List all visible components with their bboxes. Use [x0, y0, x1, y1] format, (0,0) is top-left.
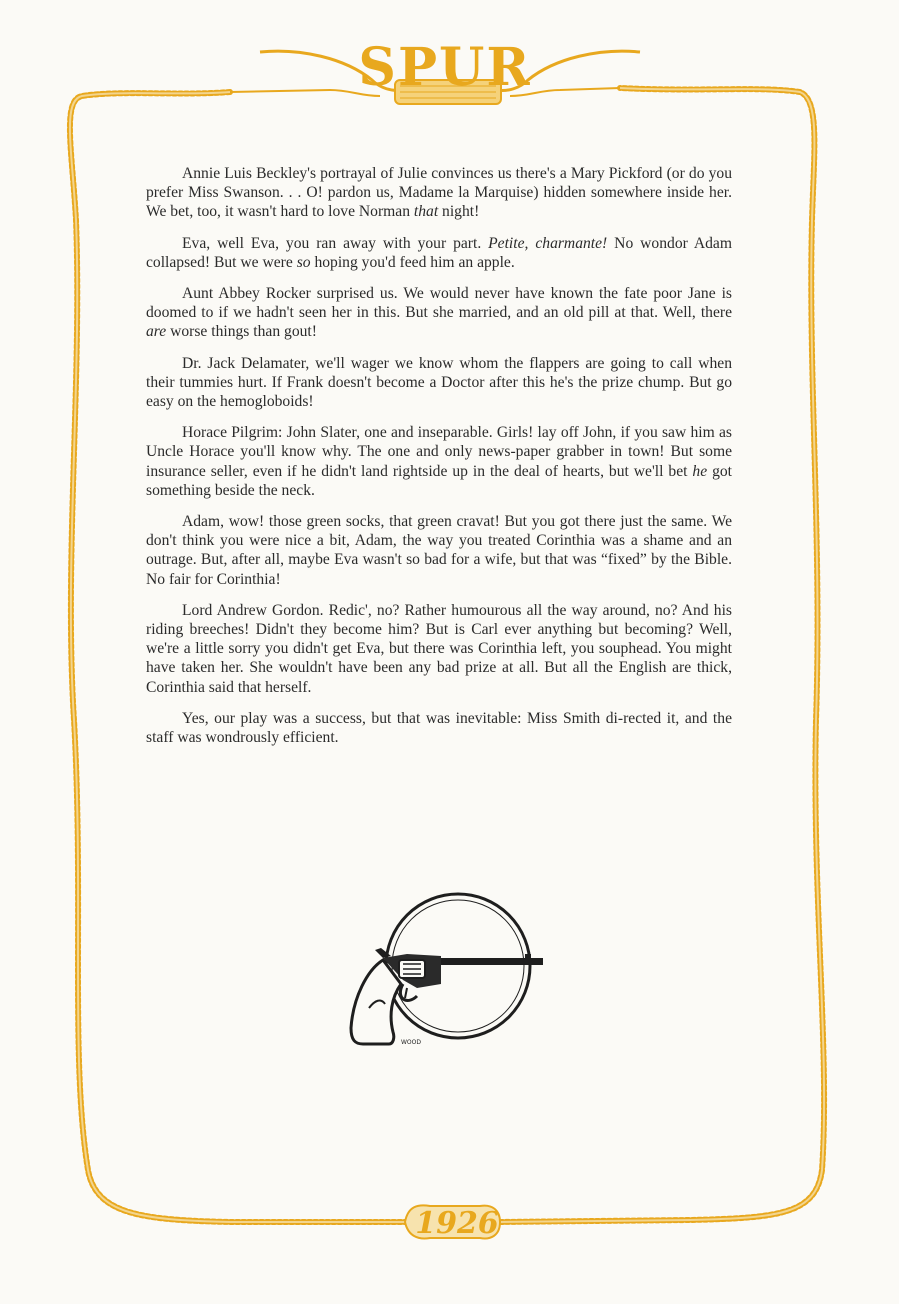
- italic-text: are: [146, 323, 167, 341]
- text-span: Annie Luis Beckley's portrayal of Julie convinces us there's a Mary Pickford (or do you prefer Miss Swanson. . . O! pardon us, Madame la Marquise) hidden somewhere inside her. We bet, too, it wasn't hard to love Norman: [146, 165, 732, 221]
- text-span: hoping you'd feed him an apple.: [310, 253, 515, 271]
- paragraph: [146, 234, 732, 272]
- artist-signature: WOOD: [401, 1039, 421, 1046]
- paragraph: [146, 601, 732, 697]
- text-span: Adam, wow! those green socks, that green cravat! But you got there just the same. We don't think you were nice a bit, Adam, the way you treated Corinthia was a shame and an outrage. But, after all, maybe Eva wasn't so bad for a wife, but that was “fixed” by the Bible. No fair for Corinthia!: [146, 513, 732, 588]
- text-span: Eva, well Eva, you ran away with your part.: [182, 234, 489, 252]
- text-span: Yes, our play was a success, but that was inevitable: Miss Smith di-rected it, and the staff was wondrously efficient.: [146, 709, 732, 747]
- paragraph: [146, 423, 732, 500]
- paragraph: [146, 512, 732, 589]
- paragraph: [146, 164, 732, 222]
- text-span: night!: [438, 203, 480, 221]
- paragraph: [146, 354, 732, 412]
- italic-text: that: [413, 203, 439, 221]
- italic-text: he: [692, 462, 708, 480]
- footer-year: 1926: [415, 1206, 499, 1241]
- text-span: got something beside the neck.: [146, 462, 733, 499]
- text-span: worse things than gout!: [166, 323, 317, 341]
- page-title: SPUR: [358, 37, 532, 98]
- text-span: Aunt Abbey Rocker surprised us. We would never have known the fate poor Jane is doomed to if we hadn't seen her in this. But she married, and an old pill at that. Well, there: [146, 285, 732, 322]
- paragraph: [146, 284, 732, 342]
- text-span: Dr. Jack Delamater, we'll wager we know whom the flappers are going to call when their tummies hurt. If Frank doesn't become a Doctor after this he's the prize chump. But go easy on the hemogloboids!: [146, 354, 732, 411]
- revolver-in-circle-illustration: [345, 888, 545, 1053]
- text-span: Horace Pilgrim: John Slater, one and inseparable. Girls! lay off John, if you saw him as Uncle Horace you'll know why. The one and only news-paper grabber in town! But some insurance seller, even if he didn't land rightside up in the deal of hearts, but we'll bet: [146, 424, 732, 480]
- italic-text: so: [296, 253, 311, 271]
- article-body: [146, 164, 732, 759]
- text-span: Lord Andrew Gordon. Redic', no? Rather humourous all the way around, no? And his riding breeches! Didn't they become him? But is Carl ever anything but becoming? Well, we're a little sorry you didn't get Eva, but there was Corinthia left, you souphead. You might have taken her. She wouldn't have been any bad prize at all. But all the English are thick, Corinthia said that herself.: [146, 601, 732, 696]
- italic-text: Petite, charmante!: [488, 234, 608, 252]
- paragraph: [146, 709, 732, 747]
- text-span: No wondor Adam collapsed! But we were: [146, 234, 732, 271]
